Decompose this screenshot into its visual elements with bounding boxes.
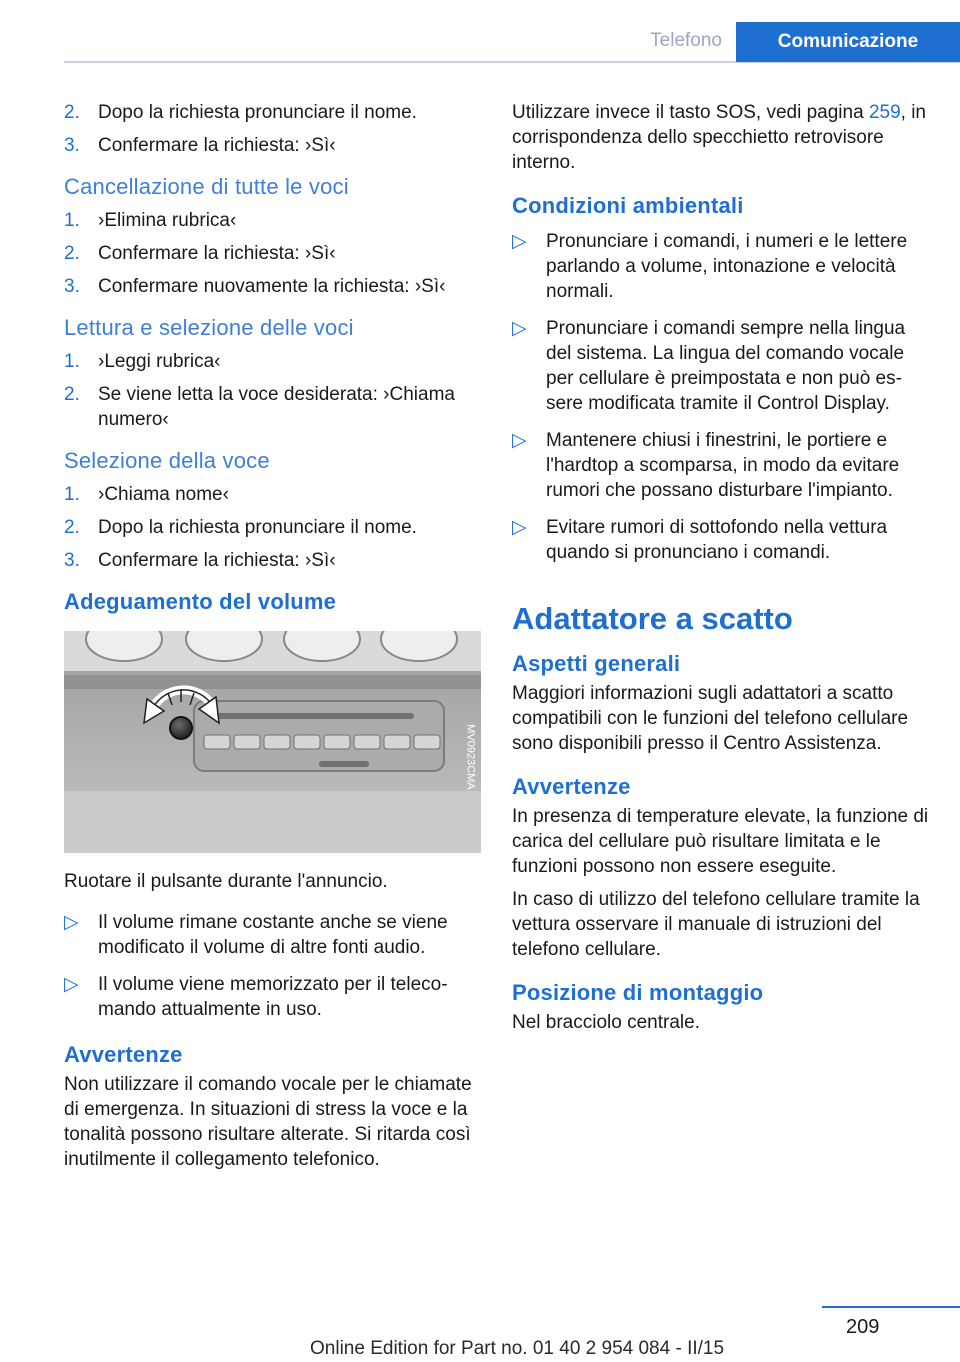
- item-number: 2.: [64, 243, 80, 264]
- header-chapter-tab: Comunicazione: [736, 22, 960, 62]
- item-text: Confermare la richiesta: ›Sì‹: [98, 243, 336, 264]
- list-item: [64, 208, 484, 233]
- heading-cancel-all: Cancellazione di tutte le voci: [64, 174, 349, 199]
- dashboard-illustration: [64, 631, 481, 853]
- item-text: Il volume viene memorizzato per il telecomando attualmente in uso.: [98, 974, 448, 1020]
- item-number: 2.: [64, 517, 80, 538]
- page-number-rule: [822, 1306, 960, 1308]
- list-cancel: [64, 208, 484, 299]
- triangle-bullet-icon: ▷: [64, 912, 79, 933]
- list-item: [64, 349, 484, 374]
- list-item: [512, 515, 932, 565]
- heading-select-entry: Selezione della voce: [64, 448, 270, 473]
- list-item: [512, 229, 932, 304]
- heading-mount-position: Posizione di montaggio: [512, 980, 764, 1005]
- figure-caption: Ruotare il pulsante durante l'annuncio.: [64, 871, 388, 892]
- header-section: Telefono: [650, 30, 722, 51]
- list-item: [64, 100, 484, 125]
- general-text: Maggiori informazioni sugli adattatori a scatto compatibili con le funzioni del telefono cellulare sono disponibili presso il Centro Assistenza.: [512, 683, 909, 754]
- notes-text-2: In caso di utilizzo del telefono cellulare tramite la vettura osservare il manuale di istruzioni del telefono cellulare.: [512, 889, 920, 960]
- heading-read-select: Lettura e selezione delle voci: [64, 315, 354, 340]
- notes-text-left: Non utilizzare il comando vocale per le chiamate di emergenza. In situazioni di stress la voce e la tonalità possono risultare alterate. Si ritarda così inutilmente il collegamento telefonico.: [64, 1074, 472, 1170]
- list-item: [64, 274, 484, 299]
- item-text: Confermare la richiesta: ›Sì‹: [98, 135, 336, 156]
- edition-footer: Online Edition for Part no. 01 40 2 954 084 - II/15: [310, 1338, 725, 1359]
- list-item: [64, 972, 484, 1022]
- list-item: [64, 241, 484, 266]
- item-text: Pronunciare i comandi sempre nella lingua del sistema. La lingua del comando vocale per cellulare è preimpostata e non può essere modificata tramite il Control Display.: [546, 318, 906, 414]
- triangle-bullet-icon: ▷: [512, 517, 527, 538]
- heading-conditions: Condizioni ambientali: [512, 193, 744, 218]
- list-item: [64, 382, 484, 432]
- list-item: [64, 548, 484, 573]
- sos-text-after: , in corrispondenza dello specchietto retrovisore interno.: [512, 102, 927, 173]
- item-number: 2.: [64, 102, 80, 123]
- right-column: [512, 100, 932, 1035]
- list-continued: [64, 100, 484, 158]
- item-text: Dopo la richiesta pronunciare il nome.: [98, 102, 417, 123]
- item-text: Mantenere chiusi i finestrini, le portiere e l'hardtop a scomparsa, in modo da evitare rumori che possano disturbare l'impianto.: [546, 430, 900, 501]
- figure-code: MV0923CMA: [464, 724, 477, 790]
- item-text: ›Elimina rubrica‹: [98, 210, 237, 231]
- page-number: 209: [846, 1316, 880, 1338]
- triangle-bullet-icon: ▷: [64, 974, 79, 995]
- list-item: [512, 316, 932, 416]
- triangle-bullet-icon: ▷: [512, 430, 527, 451]
- heading-notes-right: Avvertenze: [512, 774, 631, 799]
- item-text: Se viene letta la voce desiderata: ›Chiama numero‹: [98, 384, 455, 430]
- item-text: Evitare rumori di sottofondo nella vettura quando si pronunciano i comandi.: [546, 517, 888, 563]
- item-number: 1.: [64, 484, 80, 505]
- heading-notes-left: Avvertenze: [64, 1042, 183, 1067]
- item-text: ›Chiama nome‹: [98, 484, 229, 505]
- item-text: Confermare la richiesta: ›Sì‹: [98, 550, 336, 571]
- triangle-bullet-icon: ▷: [512, 231, 527, 252]
- item-number: 3.: [64, 135, 80, 156]
- bullets-volume: [64, 910, 484, 1022]
- item-number: 3.: [64, 550, 80, 571]
- left-column: [64, 100, 484, 1172]
- list-item: [64, 910, 484, 960]
- bullets-conditions: [512, 229, 932, 565]
- item-text: Il volume rimane costante anche se viene modificato il volume di altre fonti audio.: [98, 912, 448, 958]
- list-item: [64, 482, 484, 507]
- heading-adapter: Adattatore a scatto: [512, 601, 793, 636]
- heading-volume: Adeguamento del volume: [64, 589, 337, 614]
- sos-paragraph: [512, 100, 932, 175]
- item-text: Dopo la richiesta pronunciare il nome.: [98, 517, 417, 538]
- list-select: [64, 482, 484, 573]
- item-number: 1.: [64, 210, 80, 231]
- item-text: Pronunciare i comandi, i numeri e le lettere parlando a volume, intonazione e velocità normali.: [546, 231, 908, 302]
- triangle-bullet-icon: ▷: [512, 318, 527, 339]
- page-link[interactable]: 259: [868, 102, 901, 123]
- item-number: 1.: [64, 351, 80, 372]
- list-item: [64, 515, 484, 540]
- list-item: [64, 133, 484, 158]
- item-number: 3.: [64, 276, 80, 297]
- item-text: ›Leggi rubrica‹: [98, 351, 221, 372]
- mount-text: Nel bracciolo centrale.: [512, 1012, 700, 1033]
- item-text: Confermare nuovamente la richiesta: ›Sì‹: [98, 276, 446, 297]
- volume-knob-photo: [64, 631, 481, 853]
- sos-text-before: Utilizzare invece il tasto SOS, vedi pagina: [512, 102, 869, 123]
- item-number: 2.: [64, 384, 80, 405]
- list-read: [64, 349, 484, 432]
- heading-general: Aspetti generali: [512, 651, 681, 676]
- list-item: [512, 428, 932, 503]
- notes-text-1: In presenza di temperature elevate, la funzione di carica del cellulare può risultare limitata e le funzioni possono non essere eseguite.: [512, 806, 929, 877]
